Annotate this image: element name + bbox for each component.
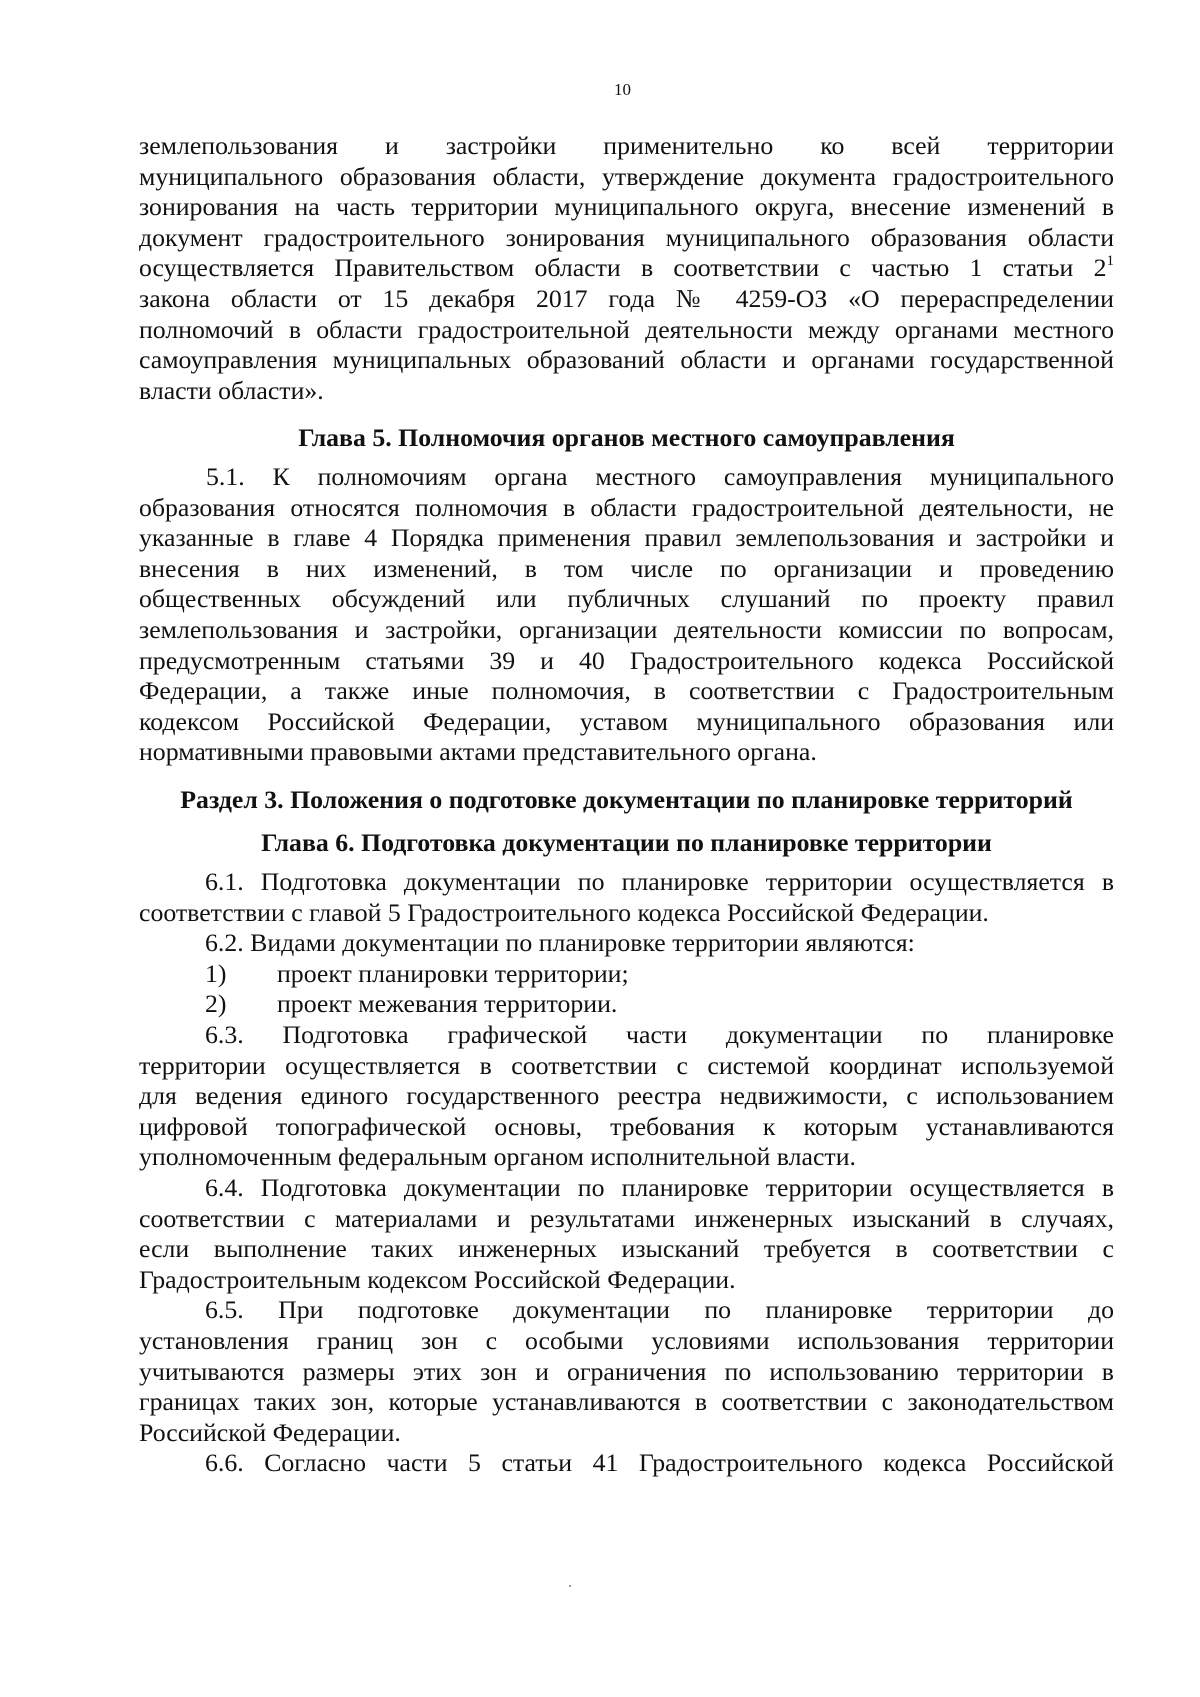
text-line: цифровой топографической основы, требования к которым устанавливаются [139,1111,1114,1141]
text-line: 6.6. Согласно части 5 статьи 41 Градостроительного кодекса Российской [205,1448,1114,1478]
text-line: территории осуществляется в соответствии с системой координат используемой [139,1050,1114,1080]
text-line: документ градостроительного зонирования муниципального образования области [139,222,1114,252]
text-line: самоуправления муниципальных образований области и органами государственной [139,345,1114,375]
document-body [139,131,1114,1479]
list-item-text: проект планировки территории; [277,958,629,988]
list-item-number: 2) [205,989,227,1019]
scan-speck [569,1585,571,1587]
paragraph-continuation [139,131,1114,406]
document-types-list [139,959,1114,1020]
page-number: 10 [614,80,631,99]
paragraphs-6-3-6-6 [139,1020,1114,1479]
text-line-with-superscript [139,253,1114,284]
list-item-number: 1) [205,958,227,988]
text-line: для ведения единого государственного реестра недвижимости, с использованием [139,1081,1114,1111]
section-3-heading: Раздел 3. Положения о подготовке документации по планировке территорий [180,784,1073,814]
text-line: установления границ зон с особыми условиями использования территории [139,1325,1114,1355]
list-item [139,989,1114,1020]
list-item-text: проект межевания территории. [277,989,618,1019]
text-line: кодексом Российской Федерации, уставом муниципального образования или [139,706,1114,736]
chapter-5-heading: Глава 5. Полномочия органов местного самоуправления [298,423,955,453]
text-line: муниципального образования области, утверждение документа градостроительного [139,161,1114,191]
text-line: закона области от 15 декабря 2017 года № 4259-ОЗ «О перераспределении [139,283,1114,313]
text-line: землепользования и застройки, организации деятельности комиссии по вопросам, [139,614,1114,644]
text-line: 5.1. К полномочиям органа местного самоуправления муниципального [206,461,1114,491]
list-item [139,959,1114,990]
text-line: полномочий в области градостроительной деятельности между органами местного [139,314,1114,344]
paragraphs-6-1-6-2 [139,867,1114,959]
text-line: общественных обсуждений или публичных слушаний по проекту правил [139,584,1114,614]
text-line: Федерации, а также иные полномочия, в соответствии с Градостроительным [139,676,1114,706]
text-line: Градостроительным кодексом Российской Федерации. [139,1264,736,1294]
paragraph-5-1 [139,462,1114,768]
text-line: соответствии с главой 5 Градостроительного кодекса Российской Федерации. [139,897,989,927]
text-line: предусмотренным статьями 39 и 40 Градостроительного кодекса Российской [139,645,1114,675]
text-line: внесения в них изменений, в том числе по организации и проведению [139,553,1114,583]
text-line: указанные в главе 4 Порядка применения правил землепользования и застройки и [139,523,1114,553]
text-line: нормативными правовыми актами представительного органа. [139,737,817,767]
text-line: Российской Федерации. [139,1417,401,1447]
text-line: границах таких зон, которые устанавливаются в соответствии с законодательством [139,1387,1114,1417]
text-fragment: осуществляется Правительством области в соответствии с частью 1 статьи 2 [139,253,1107,283]
chapter-6-heading: Глава 6. Подготовка документации по планировке территории [261,828,992,858]
text-line: 6.3. Подготовка графической части документации по планировке [205,1020,1114,1050]
text-line: образования относятся полномочия в области градостроительной деятельности, не [139,492,1114,522]
superscript: 1 [1106,253,1114,270]
text-line: учитываются размеры этих зон и ограничения по использованию территории в [139,1356,1114,1386]
text-line: 6.4. Подготовка документации по планировке территории осуществляется в [205,1173,1114,1202]
text-line: если выполнение таких инженерных изысканий требуется в соответствии с [139,1234,1114,1264]
text-line: 6.2. Видами документации по планировке территории являются: [205,928,915,958]
text-line: землепользования и застройки применительно ко всей территории [139,131,1114,160]
text-line: соответствии с материалами и результатами инженерных изысканий в случаях, [139,1203,1114,1233]
text-line: 6.5. При подготовке документации по планировке территории до [205,1295,1114,1325]
text-line: уполномоченным федеральным органом исполнительной власти. [139,1142,856,1172]
text-line: 6.1. Подготовка документации по планировке территории осуществляется в [205,867,1114,897]
text-line: власти области». [139,375,324,405]
text-line: зонирования на часть территории муниципального округа, внесение изменений в [139,192,1114,222]
